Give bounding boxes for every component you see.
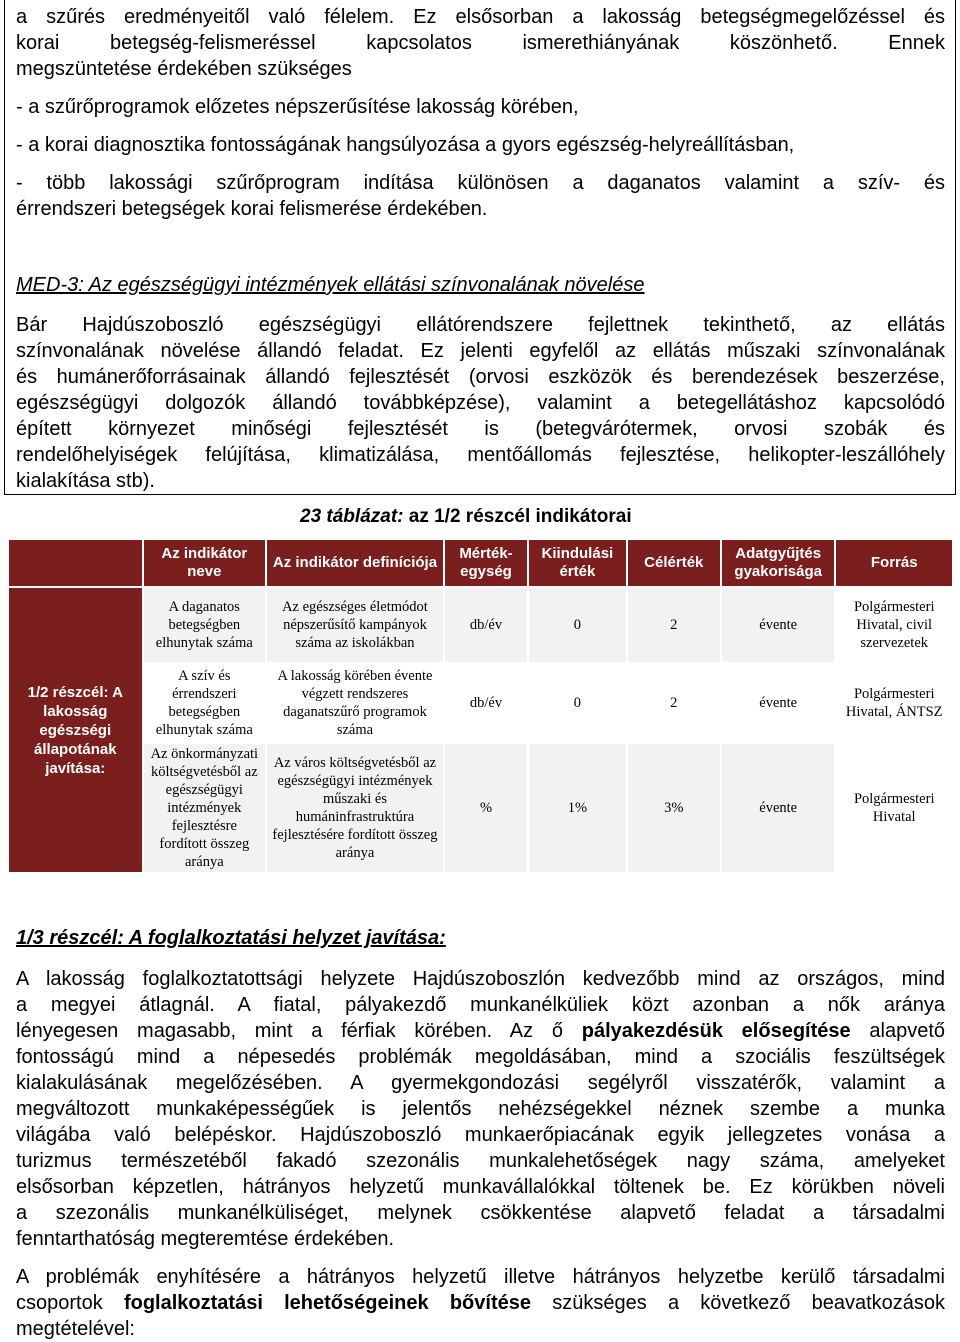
row-3-base: 1%	[529, 744, 625, 872]
header-corner-cell	[9, 540, 142, 586]
table-caption-rest: az 1/2 részcél indikátorai	[403, 506, 632, 527]
closing-line-1: A problémák enyhítésére a hátrányos helyzetű illetve hátrányos helyzetbe kerülő társadalmi	[16, 1266, 945, 1288]
bullet-3-cont: érrendszeri betegségek korai felismerése érdekében.	[16, 198, 488, 220]
row-3-source: Polgármesteri Hivatal	[836, 744, 952, 872]
row-1-definition: Az egészséges életmódot népszerűsítő kampányok száma az iskolákban	[267, 588, 443, 662]
indicator-table	[7, 538, 954, 874]
row-2-name: A szív és érrendszeri betegségben elhunytak száma	[144, 664, 266, 742]
intro-line-3: megszüntetése érdekében szükséges	[16, 58, 352, 80]
s13-line-6: megváltozott munkaképességűek is jelentős nehézségekkel néznek szembe a munka	[16, 1098, 945, 1120]
s13-line-8: turizmus természetéből fakadó szezonális munkalehetőségek nagy száma, amelyeket	[16, 1150, 945, 1172]
s13-line-11: fenntarthatóság megteremtése érdekében.	[16, 1228, 395, 1250]
s13-line-1: A lakosság foglalkoztatottsági helyzete Hajdúszoboszlón kedvezőbb mind az országos, mind	[16, 968, 945, 990]
row-3-name: Az önkormányzati költségvetésből az egészségügyi intézmények fejlesztésre fordított összeg aránya	[144, 744, 266, 872]
med3-line-4: egészségügyi dolgozók állandó továbbképzése), valamint a betegellátáshoz kapcsolódó	[16, 392, 945, 414]
header-frequency: Adatgyűjtés gyakorisága	[722, 540, 834, 586]
row-2-target: 2	[628, 664, 720, 742]
s13-line-10: a szezonális munkanélküliséget, melynek csökkentése alapvető feladat a társadalmi	[16, 1202, 945, 1224]
goal-cell: 1/2 részcél: A lakosság egészségi állapotának javítása:	[9, 588, 142, 872]
s13-line-9: elsősorban képzetlen, hátrányos helyzetű munkavállalókkal töltenek be. Ez körükben növeli	[16, 1176, 945, 1198]
s13-line-5: kialakulásának megelőzésében. A gyermekgondozási segélyről visszatérők, valamint a	[16, 1072, 945, 1094]
header-indicator-name: Az indikátor neve	[144, 540, 266, 586]
closing-line-2	[16, 1290, 945, 1316]
row-1-target: 2	[628, 588, 720, 662]
med3-paragraph	[16, 312, 945, 494]
s13-line-4: fontosságú mind a népesedés problémák megoldásában, mind a szociális feszültségek	[16, 1046, 945, 1068]
s13-line-3-bold: pályakezdésük elősegítése	[581, 1020, 851, 1042]
row-1-unit: db/év	[445, 588, 527, 662]
s13-line-3	[16, 1018, 945, 1044]
med3-title: MED-3: Az egészségügyi intézmények ellátási színvonalának növelése	[16, 274, 645, 296]
table-row	[9, 744, 952, 872]
table-caption-prefix: 23 táblázat:	[300, 506, 404, 527]
med3-line-5: épített környezet minőségi fejlesztését is (betegvárótermek, orvosi szobák és	[16, 418, 945, 440]
s13-line-2: a megyei átlagnál. A fiatal, pályakezdő munkanélküliek közt azonban a nők aránya	[16, 994, 945, 1016]
section-13-paragraph	[16, 966, 945, 1252]
table-caption	[300, 506, 632, 528]
row-2-source: Polgármesteri Hivatal, ÁNTSZ	[836, 664, 952, 742]
med3-line-1: Bár Hajdúszoboszló egészségügyi ellátórendszere fejlettnek tekinthető, az ellátás	[16, 314, 945, 336]
header-unit: Mérték-egység	[445, 540, 527, 586]
closing-line-2-bold: foglalkoztatási lehetőségeinek bővítése	[123, 1292, 531, 1314]
s13-line-3-a: lényegesen magasabb, mint a férfiak körében. Az ő	[16, 1020, 582, 1042]
table-header-row	[9, 540, 952, 586]
closing-line-3: megtételével:	[16, 1318, 135, 1340]
bullet-1: - a szűrőprogramok előzetes népszerűsítése lakosság körében,	[16, 96, 579, 118]
header-source: Forrás	[836, 540, 952, 586]
header-indicator-definition: Az indikátor definíciója	[267, 540, 443, 586]
med3-line-6: rendelőhelyiségek felújítása, klimatizálása, mentőállomás fejlesztése, helikopter-leszállóhely	[16, 444, 945, 466]
row-2-base: 0	[529, 664, 625, 742]
bullet-2: - a korai diagnosztika fontosságának hangsúlyozása a gyors egészség-helyreállításban,	[16, 134, 795, 156]
row-3-frequency: évente	[722, 744, 834, 872]
header-target-value: Célérték	[628, 540, 720, 586]
row-1-source: Polgármesteri Hivatal, civil szervezetek	[836, 588, 952, 662]
row-2-definition: A lakosság körében évente végzett rendszeres daganatszűrő programok száma	[267, 664, 443, 742]
bullet-3: - több lakossági szűrőprogram indítása különösen a daganatos valamint a szív- és	[16, 172, 945, 194]
med3-line-3: és humánerőforrásainak állandó fejlesztését (orvosi eszközök és berendezések beszerzése,	[16, 366, 945, 388]
table-row	[9, 588, 952, 662]
med3-line-2: színvonalának növelése állandó feladat. Ez jelenti egyfelől az ellátás műszaki színvonalának	[16, 340, 945, 362]
row-2-frequency: évente	[722, 664, 834, 742]
s13-line-7: világába való belépéskor. Hajdúszoboszló munkaerőpiacának egyik jellegzetes vonása a	[16, 1124, 945, 1146]
s13-line-3-c: alapvető	[850, 1020, 945, 1042]
intro-line-1: a szűrés eredményeitől való félelem. Ez elsősorban a lakosság betegségmegelőzéssel és	[16, 6, 945, 28]
row-3-definition: Az város költségvetésből az egészségügyi intézmények műszaki és humáninfrastruktúra fejlesztésére fordított összeg aránya	[267, 744, 443, 872]
closing-line-2-a: csoportok	[16, 1292, 124, 1314]
row-3-unit: %	[445, 744, 527, 872]
closing-line-2-c: szükséges a következő beavatkozások	[530, 1292, 945, 1314]
table-row	[9, 664, 952, 742]
section-13-title: 1/3 részcél: A foglalkoztatási helyzet javítása:	[16, 927, 446, 949]
row-1-base: 0	[529, 588, 625, 662]
row-1-name: A daganatos betegségben elhunytak száma	[144, 588, 266, 662]
row-3-target: 3%	[628, 744, 720, 872]
intro-line-2: korai betegség-felismeréssel kapcsolatos ismerethiányának köszönhető. Ennek	[16, 32, 945, 54]
row-2-unit: db/év	[445, 664, 527, 742]
med3-line-7: kialakítása stb).	[16, 470, 155, 492]
header-base-value: Kiindulási érték	[529, 540, 625, 586]
row-1-frequency: évente	[722, 588, 834, 662]
intro-paragraph	[16, 4, 945, 222]
closing-paragraph	[16, 1264, 945, 1342]
